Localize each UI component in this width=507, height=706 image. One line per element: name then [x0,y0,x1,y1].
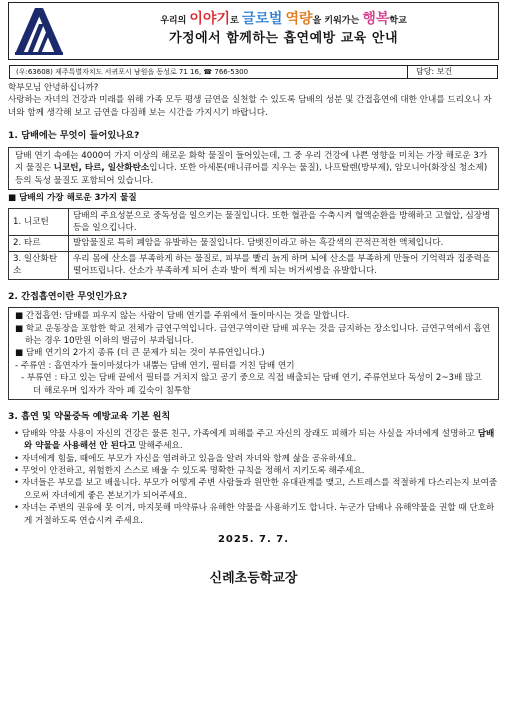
slogan-word-happiness: 행복 [362,11,390,27]
list-item: - 주류연 : 흡연자가 들이마셨다가 내뿜는 담배 연기, 필터를 거친 담배 연기 [15,360,295,371]
secondhand-smoke-box [8,307,499,400]
section3-title: 3. 흡연 및 약물중독 예방교육 기본 원칙 [8,411,171,423]
substance-description: 발암물질로 특히 폐암을 유발하는 물질입니다. 담뱃진이라고 하는 흑갈색의 끈적끈적한 액체입니다. [69,236,499,251]
box-bold-text: 니코틴, 타르, 일산화탄소 [53,163,150,174]
principle-text: 말해주세요. [135,441,183,452]
list-item: • 자녀에게 힘듦, 때에도 부모가 자신을 염려하고 있음을 알려 자녀와 함께 삶을 공유하세요. [14,453,357,464]
letterhead [8,2,499,76]
substance-name: 3. 일산화탄소 [9,251,69,279]
list-item: ■ 학교 운동장을 포함한 학교 전체가 금연구역입니다. 금연구역이란 담배 피우는 것을 금지하는 장소입니다. 금연구역에서 흡연하는 경우 10만원 이하의 벌금이 부과됩니다. [15,323,491,347]
notice-page [0,2,507,706]
school-address: (우:63608) 제주특별자치도 서귀포시 남원읍 동성로 71 16, ☎ 766-5300 [16,68,249,76]
list-item: - 부류연 : 타고 있는 담배 끝에서 필터를 거치지 않고 공기 중으로 직접 배출되는 담배 연기, 주류연보다 독성이 2~3배 많고 더 해로우며 입자가 작아 폐 깊숙이 침투함 [21,373,482,396]
principle-bold-text: 담배와 약물을 사용해선 안 된다고 [24,428,495,452]
box-text: 입니다. 또한 아세톤(매니큐어를 지우는 물질), 나프탈렌(방부제), 암모니아(화장실 청소제) 등의 독성 물질도 포함되어 있습니다. [15,163,488,186]
intro-paragraph: 사랑하는 자녀의 건강과 미래를 위해 가족 모두 평생 금연을 실천할 수 있도록 담배의 성분 및 간접흡연에 대한 안내를 드리오니 자녀와 함께 생각해 보고 금연을 다짐해 보는 시간을 가지시기 바랍니다. [8,95,492,118]
slogan-word-story: 이야기 [189,11,230,27]
substance-name: 2. 타르 [9,236,69,251]
slogan-text: 학교 [389,16,407,26]
list-item: • 자녀는 주변의 권유에 못 이겨, 마지못해 마약류나 유해한 약물을 사용하기도 합니다. 누군가 담배나 유해약물을 권할 때 단호하게 거절하도록 연습시켜 주세요. [14,503,495,526]
department: 담당: 보건 [407,66,497,78]
substance-name: 1. 니코틴 [9,208,69,236]
section1-title: 1. 담배에는 무엇이 들어있나요? [8,130,140,142]
substance-description: 우리 몸에 산소를 부족하게 하는 물질로, 피부를 빨리 늙게 하며 뇌에 산소를 부족하게 만들어 기억력과 집중력을 떨어뜨립니다. 산소가 부족하게 되어 손과 발이 썩게 되는 버거씨병을 유발합니다. [69,251,499,279]
prevention-principles [8,428,499,528]
slogan-text: 을 키워가는 [312,16,363,26]
slogan-word-global: 글로벌 [241,11,283,27]
harmful-substances-table [8,208,499,280]
document-title: 가정에서 함께하는 흡연예방 교육 안내 [168,31,399,46]
list-item: • 자녀들은 부모를 보고 배웁니다. 부모가 어떻게 주변 사람들과 원만한 유대관계를 맺고, 스트레스를 적절하게 다스리는지 보여줌으로써 자녀에게 좋은 본보기가 되어주세요. [14,478,498,501]
tobacco-contents-box [8,147,499,190]
box-text: 담배 연기 속에는 4000여 가지 이상의 해로운 화학 물질이 들어있는데, 그 중 우리 건강에 나쁜 영향을 미치는 가장 해로운 3가지 물질은 [15,150,488,174]
signature: 신례초등학교장 [209,570,298,586]
greeting: 학부모님 안녕하십니까? [8,83,99,93]
harmful-substances-heading: ■ 담배의 가장 해로운 3가지 물질 [8,193,137,204]
school-logo-icon [13,6,65,56]
list-item [14,428,499,453]
table-row [9,251,499,279]
slogan-text: 로 [229,16,242,26]
table-row [9,236,499,251]
intro-section [8,82,499,119]
list-item: ■ 간접흡연: 담배를 피우지 않는 사람이 담배 연기를 주위에서 들이마시는 것을 말합니다. [15,311,350,322]
list-item: • 무엇이 안전하고, 위험한지 스스로 배울 수 있도록 명확한 규칙을 정해서 지키도록 해주세요. [14,466,365,476]
section2-title: 2. 간접흡연이란 무엇인가요? [8,290,128,302]
substance-description: 담배의 주요성분으로 중독성을 일으키는 물질입니다. 또한 혈관을 수축시켜 혈액순환을 방해하고 고혈압, 심장병 등을 일으킵니다. [69,208,499,236]
principle-text: • 담배와 약물 사용이 자신의 건강은 물론 친구, 가족에게 피해를 주고 자신의 장래도 피해가 되는 사실을 자녀에게 설명하고 [14,428,478,439]
issue-date: 2025. 7. 7. [217,534,290,546]
table-row [9,208,499,236]
list-item: ■ 담배 연기의 2가지 종류 (더 큰 문제가 되는 것이 부류연입니다.) [15,348,265,359]
slogan-word-competence: 역량 [285,11,313,27]
slogan-text: 우리의 [160,16,190,26]
contact-bar [9,65,498,79]
school-slogan [69,9,498,29]
